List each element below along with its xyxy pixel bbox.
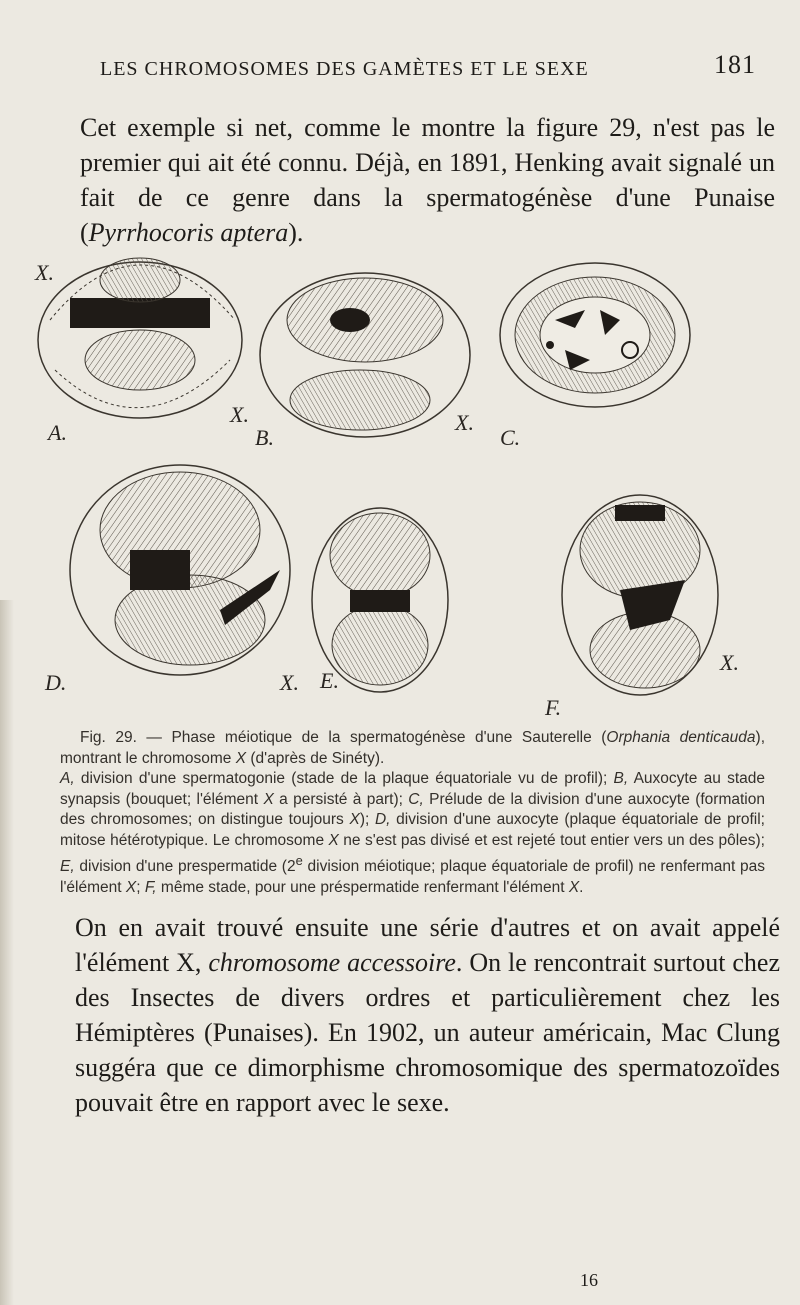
cell-e — [312, 508, 448, 692]
caption-f-text-1: même stade, pour une préspermatide renfermant l'élément — [156, 878, 569, 896]
figure-29-illustration — [30, 250, 770, 720]
caption-title-x: X — [235, 749, 247, 767]
caption-e-sup: e — [295, 853, 303, 868]
caption-key-c: C, — [408, 790, 424, 808]
caption-key-b: B, — [613, 770, 629, 787]
paragraph-1 — [60, 110, 775, 250]
cell-f — [562, 495, 718, 695]
caption-body — [60, 769, 765, 898]
caption-c-text-2: ); — [359, 811, 375, 828]
caption-c-x: X — [349, 811, 360, 828]
caption-title-b: ), montrant le chromosome — [60, 729, 765, 767]
caption-dash: — — [136, 729, 172, 746]
label-x-b: X. — [455, 410, 474, 435]
figure-caption — [60, 728, 765, 898]
caption-d-x: X — [328, 831, 339, 849]
paragraph-1-text-a: Cet exemple si net, comme le montre la figure 29, n'est pas le premier qui ait été connu. Déjà, en 1891, Henking avait signalé un fait de ce genre dans la spermatogénèse d'une Punaise ( — [80, 113, 775, 247]
caption-b-text-2: a persisté à part); — [273, 790, 409, 808]
label-x-a: X. — [230, 402, 249, 427]
cell-d — [70, 465, 290, 675]
caption-title-c: (d'après de Sinéty). — [246, 749, 385, 767]
label-b: B. — [255, 425, 274, 450]
label-x-top: X. — [35, 260, 54, 285]
caption-e-text-1: division d'une prespermatide (2 — [74, 858, 296, 876]
caption-fig-label: Fig. 29. — [80, 729, 137, 746]
caption-title-a: Phase méiotique de la spermatogénèse d'une Sauterelle ( — [171, 729, 607, 746]
cell-b — [260, 273, 470, 437]
caption-a-text: division d'une spermatogonie (stade de la plaque équatoriale vu de profil); — [74, 770, 614, 787]
label-f: F. — [545, 695, 562, 720]
page-number: 181 — [714, 50, 756, 79]
label-e: E. — [320, 668, 339, 693]
caption-species: Orphania denticauda — [606, 729, 756, 746]
paragraph-1-text-b: ). — [288, 218, 304, 247]
caption-key-f: F, — [144, 878, 157, 896]
caption-e-text-3: ; — [136, 878, 145, 896]
paragraph-2 — [55, 910, 780, 1120]
page-gutter-shadow — [0, 600, 14, 1305]
caption-f-x: X — [568, 878, 580, 896]
cell-c — [500, 263, 690, 407]
label-d: D. — [45, 670, 67, 695]
cell-a — [38, 258, 242, 418]
label-x-f: X. — [720, 650, 739, 675]
caption-title — [60, 728, 765, 769]
caption-f-text-2: . — [579, 878, 584, 896]
caption-key-d: D, — [374, 811, 391, 828]
label-x-d: X. — [280, 670, 299, 695]
caption-key-a: A, — [60, 770, 75, 787]
signature-mark: 16 — [580, 1270, 598, 1290]
caption-e-x: X — [125, 878, 137, 896]
caption-b-text-1: Auxocyte au stade synapsis (bouquet; l'élément — [60, 770, 765, 808]
running-title: LES CHROMOSOMES DES GAMÈTES ET LE SEXE — [100, 58, 589, 80]
caption-b-x: X — [263, 790, 274, 808]
running-head — [60, 50, 760, 90]
caption-c-text-1: Prélude de la division d'une auxocyte (formation des chromosomes; on distingue toujours — [60, 790, 765, 828]
species-name: Pyrrhocoris aptera — [88, 218, 289, 247]
label-a: A. — [48, 420, 67, 445]
caption-d-text-1: division d'une auxocyte (plaque équatoriale de profil; mitose hétérotypique. Le chromosome — [60, 811, 765, 849]
caption-key-e: E, — [60, 858, 75, 876]
term-chromosome-accessoire: chromosome accessoire — [208, 948, 456, 977]
caption-e-text-2: division méiotique; plaque équatoriale de profil) ne renfermant pas l'élément — [60, 858, 766, 896]
figure-29 — [30, 250, 770, 720]
paragraph-2-text-a: On en avait trouvé ensuite une série d'autres et on avait appelé l'élément X, — [75, 913, 780, 977]
caption-d-text-2: ne s'est pas divisé et est rejeté tout entier vers un des pôles); — [338, 831, 765, 849]
label-c: C. — [500, 425, 521, 450]
paragraph-2-text-b: . On le rencontrait surtout chez des Insectes de divers ordres et particulièrement chez les Hémiptères (Punaises). En 1902, un auteur américain, Mac Clung suggéra que ce dimorphisme chromosomique des spermatozoïdes pouvait être en rapport avec le sexe. — [75, 948, 780, 1117]
